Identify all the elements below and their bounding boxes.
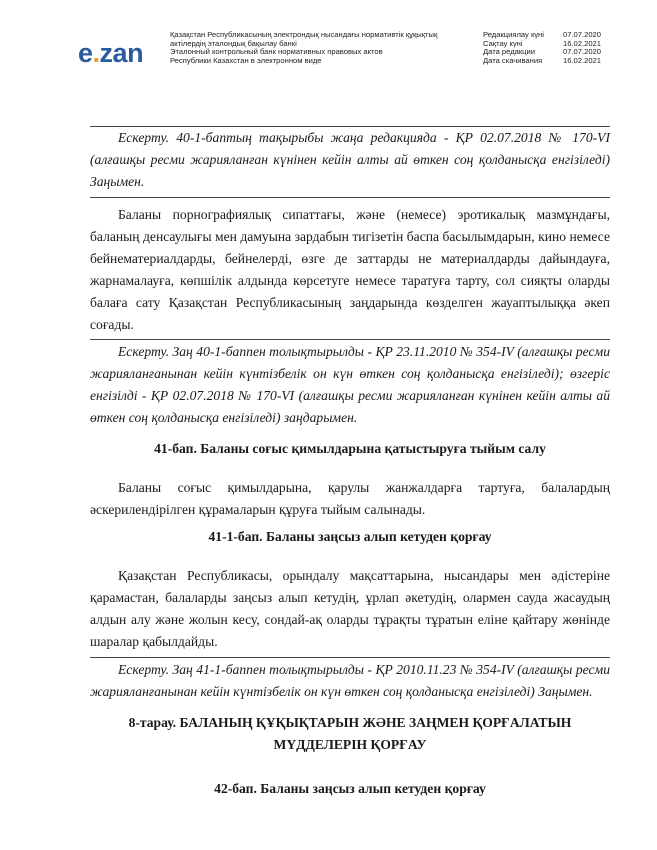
logo-e: e <box>78 38 93 68</box>
article-paragraph: Баланы порнографиялық сипаттағы, және (немесе) эротикалық мазмұндағы, баланың денсаулығы мен дамуына зардабын тигізетін баспа басылымдарын, кино немесе бейнематериалдарды, бейнелерді, өзге де заттарды не материалдарды дайындауға, жарнамалауға, көпшілік алдында көрсетуге немесе таратуға тарту, сол сияқты оларды балаға сату Қазақстан Республикасының заңдарында көзделген жауаптылыққа әкеп соғады. <box>90 207 610 332</box>
meta-value: 16.02.2021 <box>563 55 602 65</box>
logo-zan: zan <box>99 38 144 68</box>
article-paragraph: Баланы соғыс қимылдарына, қарулы жанжалдарға тартуға, балалардың әскерилендірілген құрамаларын құруға тыйым салынады. <box>90 480 610 517</box>
source-line: Қазақстан Республикасының электрондық нысандағы нормативтік құқықтық <box>170 30 438 39</box>
meta-value: 16.02.2021 <box>563 38 602 48</box>
ezan-logo <box>78 38 143 69</box>
source-line: Республики Казахстан в электронном виде <box>170 55 322 65</box>
article-title: 42-бап. Баланы заңсыз алып кетуден қорғау <box>214 781 486 796</box>
amendment-note: Ескерту. 40-1-баптың тақырыбы жаңа редакцияда - ҚР 02.07.2018 № 170-VI (алғашқы ресми жарияланған күнінен кейін алты ай өткен соң қолданысқа енгізіледі) Заңымен. <box>90 130 610 189</box>
meta-label: Сақтау күні <box>483 38 523 48</box>
meta-value: 07.07.2020 <box>563 47 602 57</box>
document-dates <box>483 31 613 65</box>
divider <box>90 339 610 340</box>
source-line: Эталонный контрольный банк нормативных правовых актов <box>170 47 383 57</box>
source-line: актілердің эталондық бақылау банкі <box>170 38 297 48</box>
logo-dot: . <box>92 38 100 68</box>
article-title: 41-бап. Баланы соғыс қимылдарына қатыстыруға тыйым салу <box>154 441 546 456</box>
document-header <box>0 0 657 90</box>
meta-label: Дата редакции <box>483 47 536 57</box>
divider <box>90 197 610 198</box>
article-title: 41-1-бап. Баланы заңсыз алып кетуден қорғау <box>208 529 492 544</box>
article-paragraph: Қазақстан Республикасы, орындалу мақсаттарына, нысандары мен әдістеріне қарамастан, балаларды заңсыз алып кетудің, ұрлап әкетудің, олармен сауда жасаудың алдын алу және жолын кесу, сондай-ақ оларды тұрақты тұратын еліне қайтару жөнінде шаралар қабылдайды. <box>90 568 610 649</box>
document-body <box>90 126 610 800</box>
meta-label: Дата скачивания <box>483 55 543 65</box>
divider <box>90 657 610 658</box>
chapter-title: 8-тарау. БАЛАНЫҢ ҚҰҚЫҚТАРЫН ЖӘНЕ ЗАҢМЕН ҚОРҒАЛАТЫН МҮДДЕЛЕРІН ҚОРҒАУ <box>128 715 572 752</box>
amendment-note: Ескерту. Заң 41-1-баппен толықтырылды - ҚР 2010.11.23 № 354-IV (алғашқы ресми жарияланғанынан кейін күнтізбелік он күн өткен соң қолданысқа енгізіледі) Заңымен. <box>90 662 610 699</box>
meta-label: Редакциялау күні <box>483 30 544 39</box>
meta-value: 07.07.2020 <box>563 30 602 39</box>
amendment-note: Ескерту. Заң 40-1-баппен толықтырылды - ҚР 23.11.2010 № 354-IV (алғашқы ресми жарияланғанынан кейін күнтізбелік он күн өткен соң қолданысқа енгізіледі); өзгеріс енгізілді - ҚР 02.07.2018 № 170-VI (алғашқы ресми жарияланған күнінен кейін алты ай өткен соң қолданысқа енгізіледі) заңдарымен. <box>90 344 610 425</box>
source-description <box>170 31 490 65</box>
meta-row <box>483 57 613 66</box>
